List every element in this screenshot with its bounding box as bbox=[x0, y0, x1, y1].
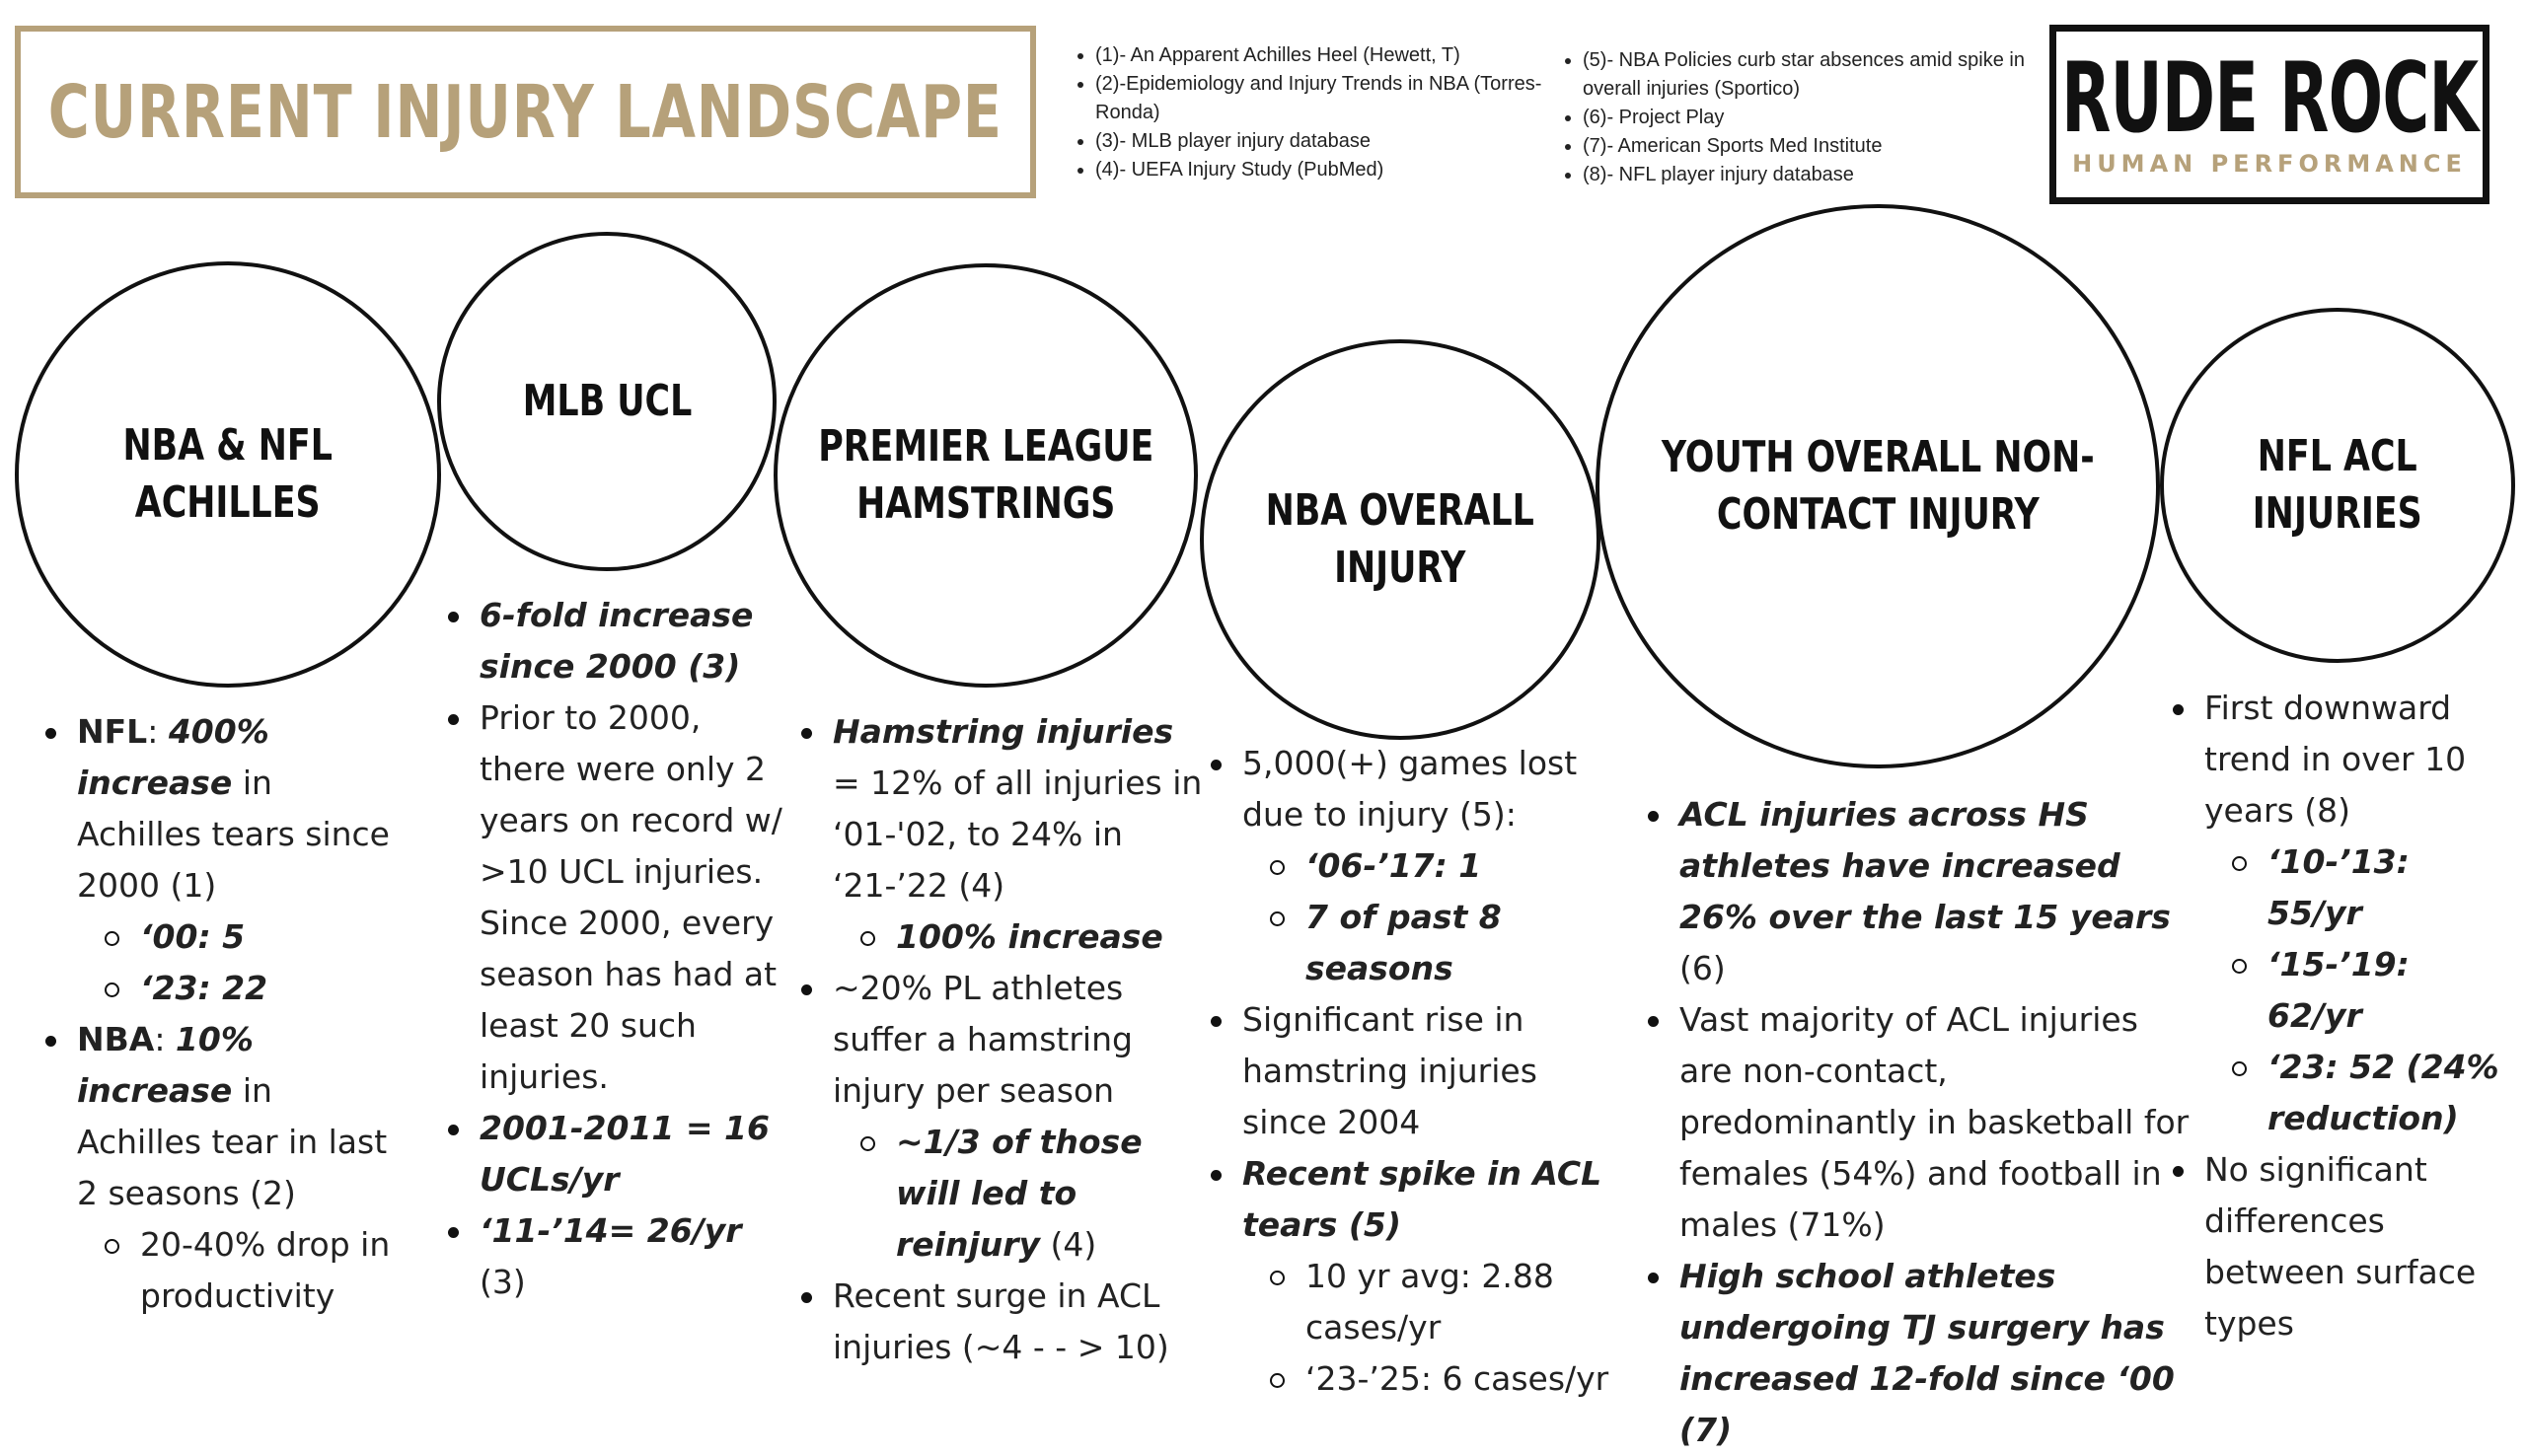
sources-list-right bbox=[1561, 46, 2037, 189]
circle-title bbox=[1662, 429, 2095, 544]
sub-list-item: ‘23: 22 bbox=[39, 963, 405, 1014]
column-nfl-acl-injuries bbox=[2167, 683, 2512, 1349]
circle-title bbox=[1266, 482, 1534, 597]
body-text: = 12% of all injuries in ‘01-'02, to 24% in ‘21-’22 (4) bbox=[833, 764, 1203, 905]
page-title: CURRENT INJURY LANDSCAPE bbox=[47, 69, 1003, 155]
emphasis-text: ‘11-’14= 26/yr bbox=[480, 1211, 742, 1250]
rude-rock-logo bbox=[2049, 25, 2489, 204]
circle-nfl-acl-injuries bbox=[2160, 308, 2515, 663]
sub-list-item: 10 yr avg: 2.88 cases/yr bbox=[1205, 1251, 1629, 1353]
circle-title-line: INJURIES bbox=[2252, 488, 2423, 539]
sub-list-item: ‘06-’17: 1 bbox=[1205, 840, 1629, 892]
circle-title bbox=[522, 373, 692, 430]
title-banner bbox=[15, 26, 1036, 198]
circle-title-line: CONTACT INJURY bbox=[1716, 489, 2040, 540]
source-item: • (2)-Epidemiology and Injury Trends in NBA (Torres-Ronda) bbox=[1095, 70, 1559, 127]
column-premier-league-hamstrings bbox=[795, 706, 1210, 1373]
sub-list-item: ‘23-’25: 6 cases/yr bbox=[1205, 1353, 1629, 1405]
list-item: Prior to 2000, there were only 2 years on record w/ >10 UCL injuries. Since 2000, every season has had at least 20 such injuries. bbox=[442, 692, 797, 1103]
sub-list-item bbox=[795, 1117, 1210, 1271]
list-item: 6-fold increase since 2000 (3) bbox=[442, 590, 797, 692]
circle-title-line: YOUTH OVERALL NON- bbox=[1661, 432, 2095, 482]
circle-title-line: HAMSTRINGS bbox=[855, 478, 1116, 529]
body-text: (3) bbox=[480, 1263, 526, 1301]
emphasis-text: ~1/3 of those will led to reinjury bbox=[896, 1123, 1143, 1264]
list-item bbox=[39, 706, 405, 911]
body-text: in Achilles tears since 2000 (1) bbox=[77, 764, 390, 905]
list-item: Recent spike in ACL tears (5) bbox=[1205, 1148, 1629, 1251]
sub-list-item: 7 of past 8 seasons bbox=[1205, 892, 1629, 994]
circle-title bbox=[123, 417, 333, 532]
list-item: ~20% PL athletes suffer a hamstring injury per season bbox=[795, 963, 1210, 1117]
circle-title-line: NFL ACL bbox=[2257, 431, 2417, 481]
circle-title-line: INJURY bbox=[1334, 543, 1466, 593]
column-mlb-ucl bbox=[442, 590, 797, 1308]
column-nba-overall-injury bbox=[1205, 738, 1629, 1405]
list-item: First downward trend in over 10 years (8) bbox=[2167, 683, 2512, 837]
source-item: • (1)- An Apparent Achilles Heel (Hewett, T) bbox=[1095, 41, 1559, 70]
separator: : bbox=[147, 712, 169, 751]
list-item: 5,000(+) games lost due to injury (5): bbox=[1205, 738, 1629, 840]
list-item: 2001-2011 = 16 UCLs/yr bbox=[442, 1103, 797, 1205]
source-item: • (4)- UEFA Injury Study (PubMed) bbox=[1095, 156, 1559, 184]
emphasis-text: 10% increase bbox=[77, 1020, 254, 1110]
league-label: NBA bbox=[77, 1020, 155, 1058]
source-item: • (3)- MLB player injury database bbox=[1095, 127, 1559, 156]
list-item bbox=[39, 1014, 405, 1219]
list-item bbox=[1642, 789, 2194, 994]
circle-nba-overall-injury bbox=[1200, 339, 1600, 740]
sub-list-item: ‘10-’13: 55/yr bbox=[2167, 837, 2512, 939]
sub-list-item: ‘00: 5 bbox=[39, 911, 405, 963]
source-item: • (8)- NFL player injury database bbox=[1583, 161, 2037, 189]
circle-title-line: MLB UCL bbox=[522, 376, 692, 426]
sub-list-item: ‘15-’19: 62/yr bbox=[2167, 939, 2512, 1042]
circle-premier-league-hamstrings bbox=[774, 263, 1198, 688]
column-nba-nfl-achilles bbox=[39, 706, 405, 1322]
circle-title-line: PREMIER LEAGUE bbox=[817, 421, 1154, 472]
circle-title-line: ACHILLES bbox=[135, 477, 321, 528]
league-label: NFL bbox=[77, 712, 148, 751]
sub-list-item: 100% increase bbox=[795, 911, 1210, 963]
column-youth-non-contact-injury bbox=[1642, 789, 2194, 1456]
emphasis-text: Hamstring injuries bbox=[833, 712, 1174, 751]
source-item: • (7)- American Sports Med Institute bbox=[1583, 132, 2037, 161]
list-item: Significant rise in hamstring injuries since 2004 bbox=[1205, 994, 1629, 1148]
list-item: Recent surge in ACL injuries (~4 - - > 10) bbox=[795, 1271, 1210, 1373]
list-item: High school athletes undergoing TJ surgery has increased 12-fold since ‘00 (7) bbox=[1642, 1251, 2194, 1456]
circle-title-line: NBA & NFL bbox=[122, 420, 334, 471]
sub-list-item: 20-40% drop in productivity bbox=[39, 1219, 405, 1322]
emphasis-text: 400% increase bbox=[77, 712, 269, 802]
circle-title-line: NBA OVERALL bbox=[1265, 485, 1535, 536]
list-item bbox=[795, 706, 1210, 911]
list-item: Vast majority of ACL injuries are non-contact, predominantly in basketball for females (54%) and football in males (71%) bbox=[1642, 994, 2194, 1251]
sub-list-item: ‘23: 52 (24% reduction) bbox=[2167, 1042, 2512, 1144]
separator: : bbox=[154, 1020, 176, 1058]
logo-tagline: HUMAN PERFORMANCE bbox=[2072, 150, 2467, 178]
list-item bbox=[442, 1205, 797, 1308]
circle-title bbox=[818, 418, 1153, 533]
source-item: • (6)- Project Play bbox=[1583, 104, 2037, 132]
circle-youth-non-contact-injury bbox=[1596, 204, 2160, 768]
source-item: • (5)- NBA Policies curb star absences amid spike in overall injuries (Sportico) bbox=[1583, 46, 2037, 104]
body-text: (4) bbox=[1040, 1225, 1097, 1264]
circle-nba-nfl-achilles bbox=[15, 261, 441, 688]
sources-list-left bbox=[1074, 41, 1559, 184]
emphasis-text: ACL injuries across HS athletes have increased 26% over the last 15 years bbox=[1679, 795, 2171, 936]
circle-title bbox=[2253, 428, 2422, 543]
body-text: in Achilles tear in last 2 seasons (2) bbox=[77, 1071, 388, 1212]
list-item: No significant differences between surface types bbox=[2167, 1144, 2512, 1349]
body-text: (6) bbox=[1679, 949, 1726, 987]
circle-mlb-ucl bbox=[437, 232, 777, 571]
logo-wordmark: RUDE ROCK bbox=[2060, 42, 2479, 155]
